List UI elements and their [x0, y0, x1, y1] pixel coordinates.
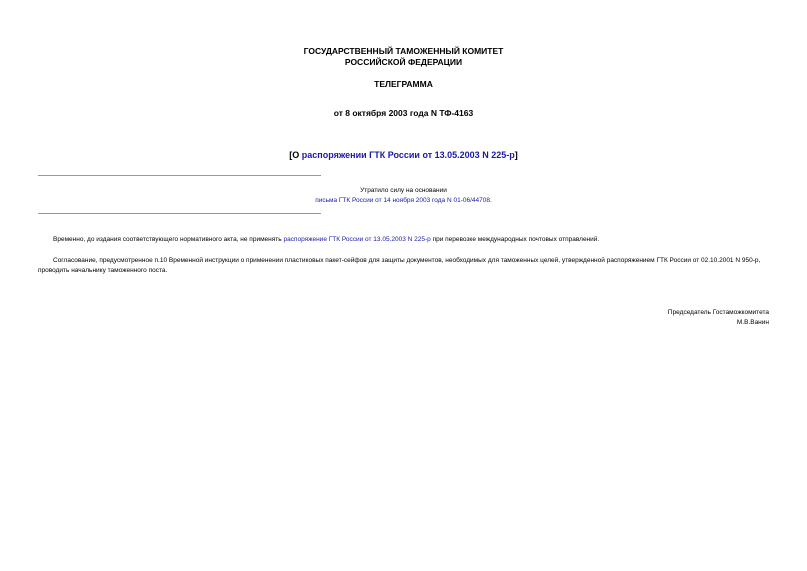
- divider-top: [38, 175, 321, 176]
- status-note-text: Утратило силу на основании: [360, 187, 447, 194]
- status-note-period: .: [489, 197, 492, 204]
- paragraph-1-text-after: при перевозке международных почтовых отправлений.: [430, 236, 600, 243]
- body-paragraph-2: Согласование, предусмотренное п.10 Временной инструкции о применении пластиковых пакет-сейфов для защиты документов, необходимых для таможенных целей, утвержденной распоряжением ГТК России от 02.10.2001 N 950-р, проводить начальнику таможенного поста.: [38, 257, 761, 274]
- signature-position: Председатель Гостаможкомитета: [667, 309, 769, 316]
- org-name-line1: ГОСУДАРСТВЕННЫЙ ТАМОЖЕННЫЙ КОМИТЕТ: [303, 46, 504, 56]
- paragraph-1-link[interactable]: распоряжение ГТК России от 13.05.2003 N 225-р: [283, 236, 431, 243]
- signature-name: М.В.Ванин: [736, 319, 769, 326]
- document-type: ТЕЛЕГРАММА: [374, 79, 433, 89]
- subject-close-bracket: ]: [514, 150, 518, 160]
- divider-bottom: [38, 213, 321, 214]
- subject-link[interactable]: распоряжении ГТК России от 13.05.2003 N 225-р: [301, 150, 515, 160]
- body-paragraph-1: [38, 235, 771, 245]
- subject-open-bracket: [О: [289, 150, 302, 160]
- paragraph-1-text-before: Временно, до издания соответствующего нормативного акта, не применять: [53, 236, 284, 243]
- status-note-reference: [250, 196, 557, 206]
- document-subject: [0, 149, 807, 161]
- document-date-number: от 8 октября 2003 года N ТФ-4163: [333, 108, 474, 118]
- status-note-link[interactable]: письма ГТК России от 14 ноября 2003 года N 01-06/44708: [315, 197, 490, 204]
- org-name-line2: РОССИЙСКОЙ ФЕДЕРАЦИИ: [344, 57, 463, 67]
